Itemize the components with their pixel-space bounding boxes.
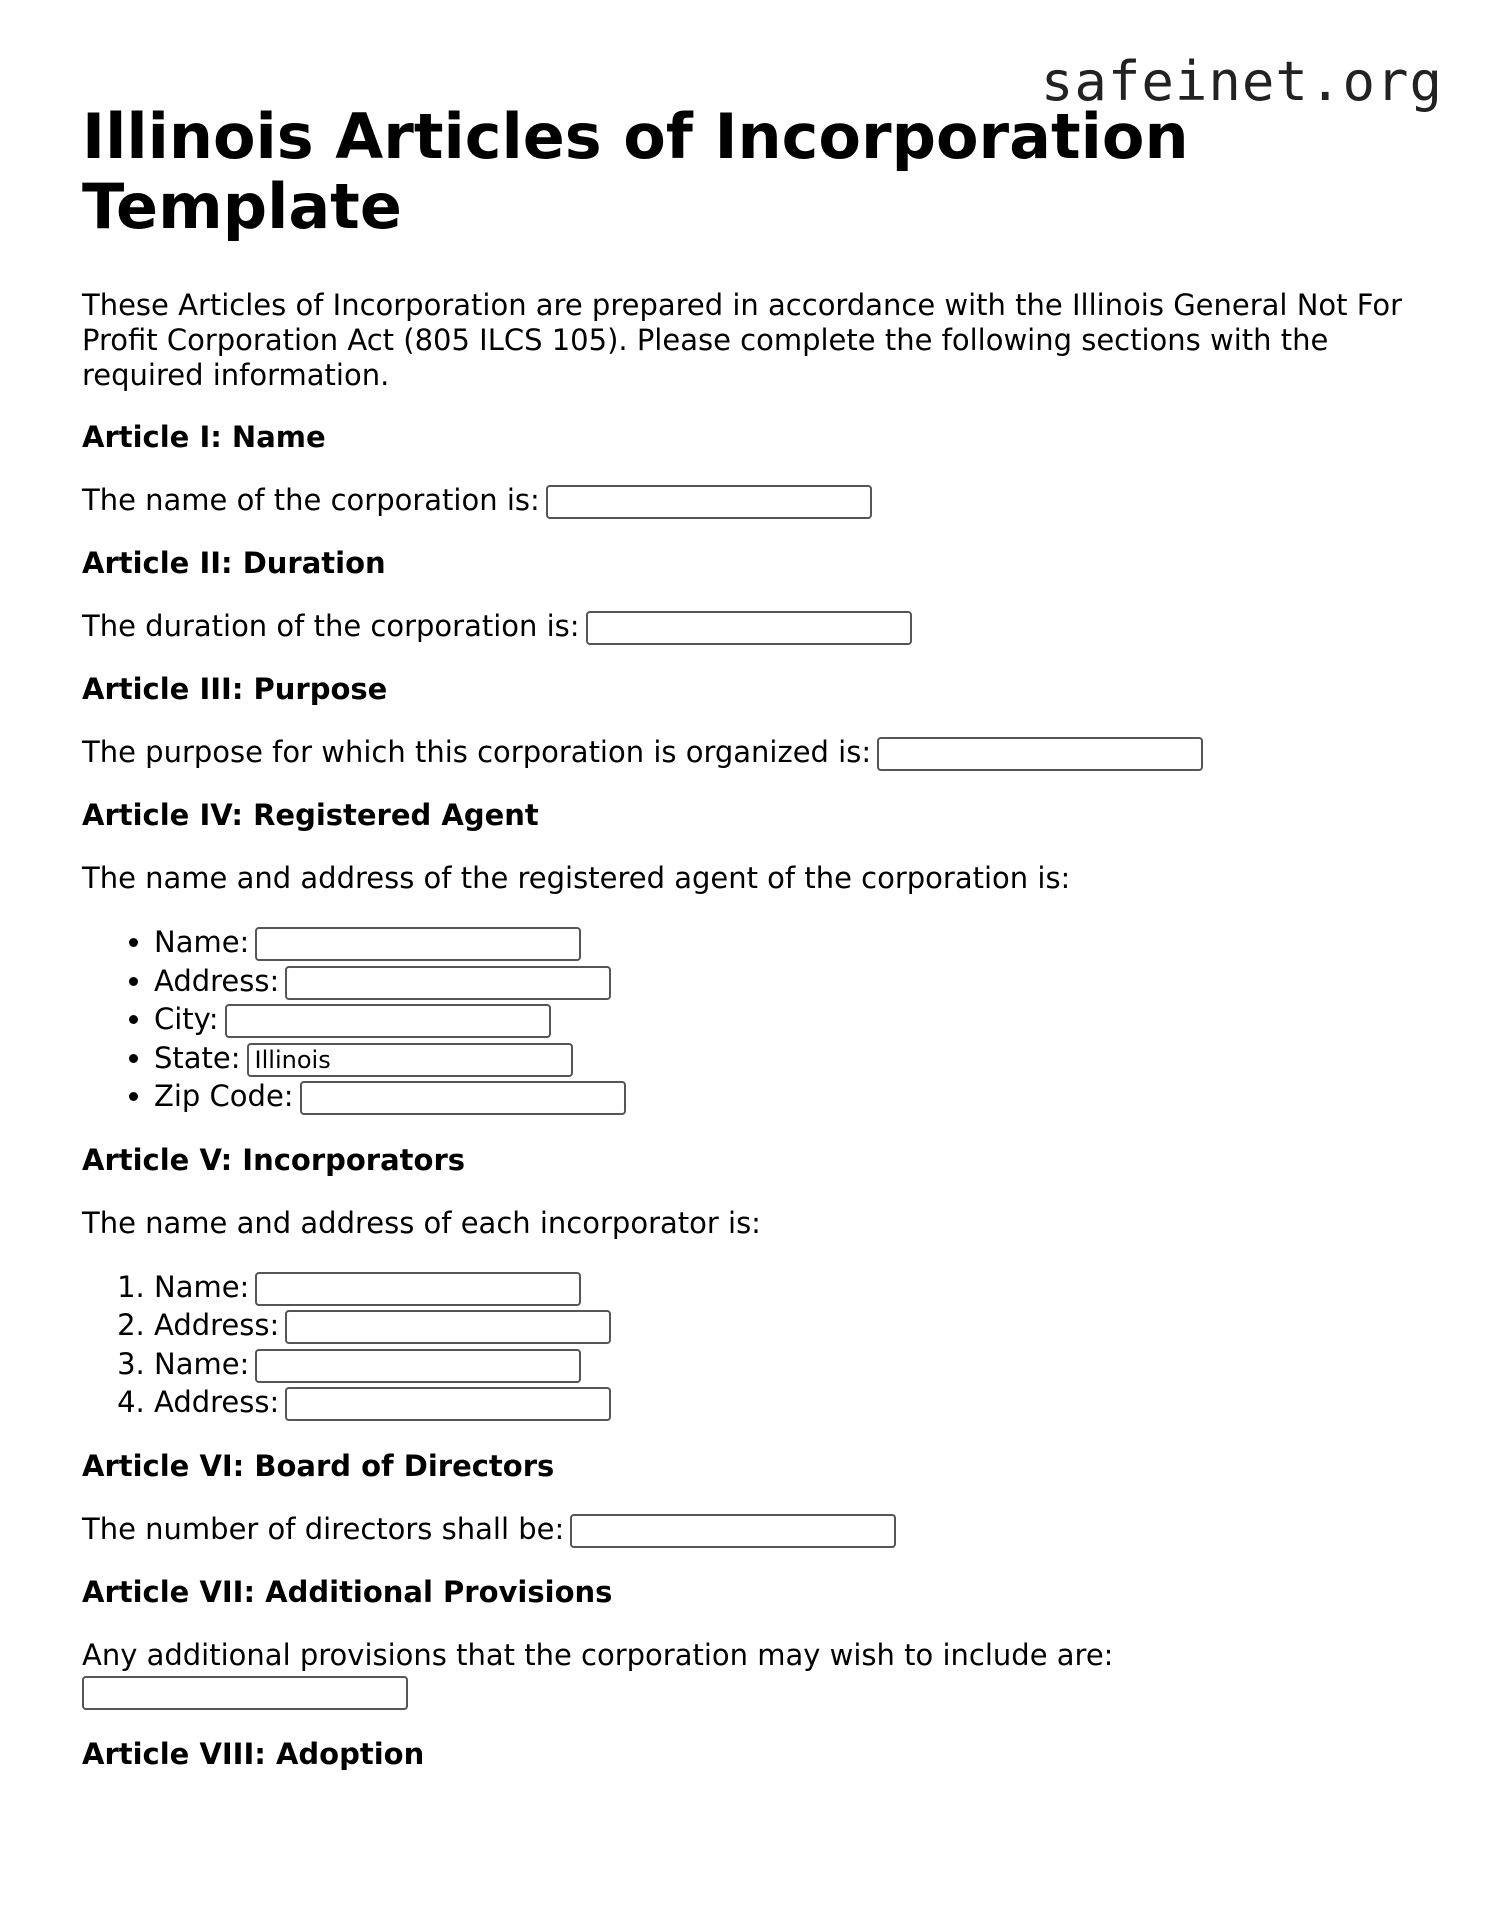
agent-state-label: State: bbox=[154, 1040, 241, 1075]
article-8-heading: Article VIII: Adoption bbox=[82, 1736, 425, 1771]
article-7-row bbox=[82, 1636, 1412, 1710]
agent-city-label: City: bbox=[154, 1002, 219, 1036]
list-item bbox=[154, 1345, 1412, 1384]
watermark: safeinet.org bbox=[1040, 50, 1443, 113]
directors-count-input[interactable] bbox=[570, 1514, 896, 1548]
list-item bbox=[154, 1268, 1412, 1307]
article-3-heading: Article III: Purpose bbox=[82, 672, 388, 706]
list-item bbox=[154, 1039, 1412, 1078]
list-item bbox=[154, 962, 1412, 1001]
registered-agent-list bbox=[82, 923, 1412, 1116]
article-5-text: The name and address of each incorporator is: bbox=[82, 1205, 761, 1240]
article-2-text: The duration of the corporation is: bbox=[82, 609, 580, 643]
article-4-text: The name and address of the registered agent of the corporation is: bbox=[82, 861, 1071, 895]
agent-state-input[interactable] bbox=[247, 1043, 573, 1077]
article-5-heading: Article V: Incorporators bbox=[82, 1142, 466, 1177]
incorporator-2-name-label: Name: bbox=[154, 1346, 250, 1381]
list-item bbox=[154, 923, 1412, 962]
agent-address-input[interactable] bbox=[285, 966, 611, 1000]
agent-city-input[interactable] bbox=[225, 1004, 551, 1038]
corporation-name-input[interactable] bbox=[546, 485, 872, 519]
list-item bbox=[154, 1306, 1412, 1345]
incorporator-1-name-input[interactable] bbox=[255, 1272, 581, 1306]
article-6-heading: Article VI: Board of Directors bbox=[82, 1448, 555, 1483]
incorporators-list bbox=[82, 1268, 1412, 1422]
agent-address-label: Address: bbox=[154, 963, 280, 998]
article-2-row bbox=[82, 607, 1412, 645]
additional-provisions-input[interactable] bbox=[82, 1676, 408, 1710]
article-3-text: The purpose for which this corporation is organized is: bbox=[82, 735, 872, 769]
agent-name-input[interactable] bbox=[255, 927, 581, 961]
document-page bbox=[82, 102, 1412, 1772]
article-1-heading: Article I: Name bbox=[82, 420, 326, 454]
article-7-text: Any additional provisions that the corporation may wish to include are: bbox=[82, 1637, 1114, 1672]
agent-zip-input[interactable] bbox=[300, 1081, 626, 1115]
list-item bbox=[154, 1383, 1412, 1422]
list-item bbox=[154, 1077, 1412, 1116]
incorporator-2-address-input[interactable] bbox=[285, 1387, 611, 1421]
article-3-row bbox=[82, 733, 1412, 771]
incorporator-1-address-input[interactable] bbox=[285, 1310, 611, 1344]
duration-input[interactable] bbox=[586, 611, 912, 645]
article-6-row bbox=[82, 1510, 1412, 1548]
article-1-row bbox=[82, 481, 1412, 519]
list-item bbox=[154, 1000, 1412, 1039]
agent-name-label: Name: bbox=[154, 925, 250, 959]
article-7-heading: Article VII: Additional Provisions bbox=[82, 1574, 613, 1609]
incorporator-1-address-label: Address: bbox=[154, 1308, 280, 1342]
article-4-heading: Article IV: Registered Agent bbox=[82, 798, 539, 832]
intro-paragraph: These Articles of Incorporation are prepared in accordance with the Illinois General Not For Profit Corporation Act (805 ILCS 105). Please complete the following sections with the required information. bbox=[82, 288, 1403, 392]
article-1-text: The name of the corporation is: bbox=[82, 483, 540, 517]
incorporator-2-address-label: Address: bbox=[154, 1385, 280, 1419]
article-6-text: The number of directors shall be: bbox=[82, 1511, 565, 1546]
purpose-input[interactable] bbox=[877, 737, 1203, 771]
article-2-heading: Article II: Duration bbox=[82, 546, 386, 580]
agent-zip-label: Zip Code: bbox=[154, 1079, 294, 1113]
incorporator-1-name-label: Name: bbox=[154, 1269, 250, 1304]
page-title: Illinois Articles of Incorporation Template bbox=[82, 100, 1189, 243]
incorporator-2-name-input[interactable] bbox=[255, 1349, 581, 1383]
